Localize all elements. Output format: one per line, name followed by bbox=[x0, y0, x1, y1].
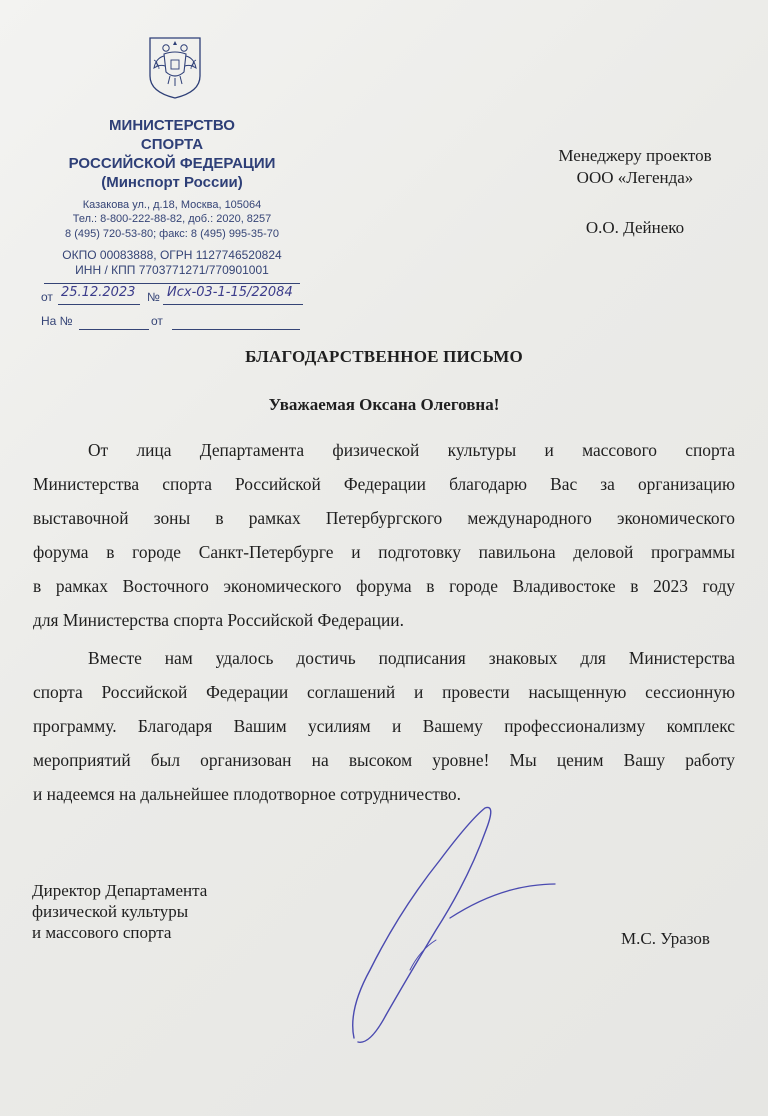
signer-name: М.С. Уразов bbox=[621, 929, 710, 948]
letter-greeting: Уважаемая Оксана Олеговна! bbox=[268, 395, 500, 414]
divider bbox=[44, 283, 300, 284]
signer-position-line: Директор Департамента bbox=[32, 881, 208, 900]
divider bbox=[172, 329, 300, 330]
paragraph-line: спорта Российской Федерации соглашений и провести насыщенную сессионную bbox=[33, 682, 735, 702]
paragraph-line: для Министерства спорта Российской Федерации. bbox=[33, 610, 404, 630]
signer-position-line: физической культуры bbox=[32, 902, 189, 921]
registration-line: ИНН / КПП 7703771271/770901001 bbox=[75, 263, 269, 277]
paragraph-line: Министерства спорта Российской Федерации благодарю Вас за организацию bbox=[33, 474, 735, 494]
address-line: Казакова ул., д.18, Москва, 105064 bbox=[82, 199, 262, 211]
ministry-name-line: РОССИЙСКОЙ ФЕДЕРАЦИИ bbox=[68, 155, 276, 172]
incoming-from-label: от bbox=[151, 314, 163, 328]
address-line: 8 (495) 720-53-80; факс: 8 (495) 995-35-70 bbox=[65, 227, 279, 240]
signer-position-line: и массового спорта bbox=[32, 923, 172, 942]
ministry-address bbox=[44, 198, 300, 241]
handwritten-signature-icon bbox=[340, 800, 560, 1050]
outgoing-number: Исх-03-1-15/22084 bbox=[167, 285, 293, 300]
ministry-name-line: СПОРТА bbox=[140, 136, 204, 153]
paragraph-line: форума в городе Санкт-Петербурге и подготовку павильона деловой программы bbox=[33, 542, 735, 562]
outgoing-date-label: от bbox=[41, 290, 53, 304]
incoming-number-label: На № bbox=[41, 314, 73, 328]
paragraph-line: выставочной зоны в рамках Петербургского международного экономического bbox=[33, 508, 735, 528]
ministry-name-line: (Минспорт России) bbox=[101, 174, 243, 191]
signer-position bbox=[32, 880, 207, 943]
letter-title: БЛАГОДАРСТВЕННОЕ ПИСЬМО bbox=[245, 347, 523, 366]
paragraph-line: мероприятий был организован на высоком уровне! Мы ценим Вашу работу bbox=[33, 750, 735, 770]
paragraph-line: и надеемся на дальнейшее плодотворное сотрудничество. bbox=[33, 784, 461, 804]
divider bbox=[79, 329, 149, 330]
outgoing-date: 25.12.2023 bbox=[61, 285, 136, 300]
recipient-name: О.О. Дейнеко bbox=[585, 218, 685, 237]
registration-line: ОКПО 00083888, ОГРН 1127746520824 bbox=[62, 248, 282, 262]
paragraph-line: От лица Департамента физической культуры и массового спорта bbox=[88, 440, 735, 460]
outgoing-number-field bbox=[41, 287, 311, 307]
incoming-number-field bbox=[41, 314, 311, 334]
paragraph-line: программу. Благодаря Вашим усилиям и Вашему профессионализму комплекс bbox=[33, 716, 735, 736]
recipient-company: ООО «Легенда» bbox=[576, 168, 694, 187]
address-line: Тел.: 8-800-222-88-82, доб.: 2020, 8257 bbox=[72, 213, 272, 226]
paragraph-line: Вместе нам удалось достичь подписания знаковых для Министерства bbox=[88, 648, 735, 668]
registration-codes bbox=[44, 248, 300, 278]
ministry-name-line: МИНИСТЕРСТВО bbox=[109, 117, 235, 134]
russian-coat-of-arms-icon bbox=[146, 36, 204, 100]
recipient-block bbox=[535, 145, 735, 239]
outgoing-number-label: № bbox=[147, 290, 160, 304]
paragraph-line: в рамках Восточного экономического форума в городе Владивостоке в 2023 году bbox=[33, 576, 735, 596]
divider bbox=[163, 304, 303, 305]
divider bbox=[58, 304, 140, 305]
ministry-name bbox=[40, 116, 304, 192]
recipient-position: Менеджеру проектов bbox=[558, 146, 712, 165]
